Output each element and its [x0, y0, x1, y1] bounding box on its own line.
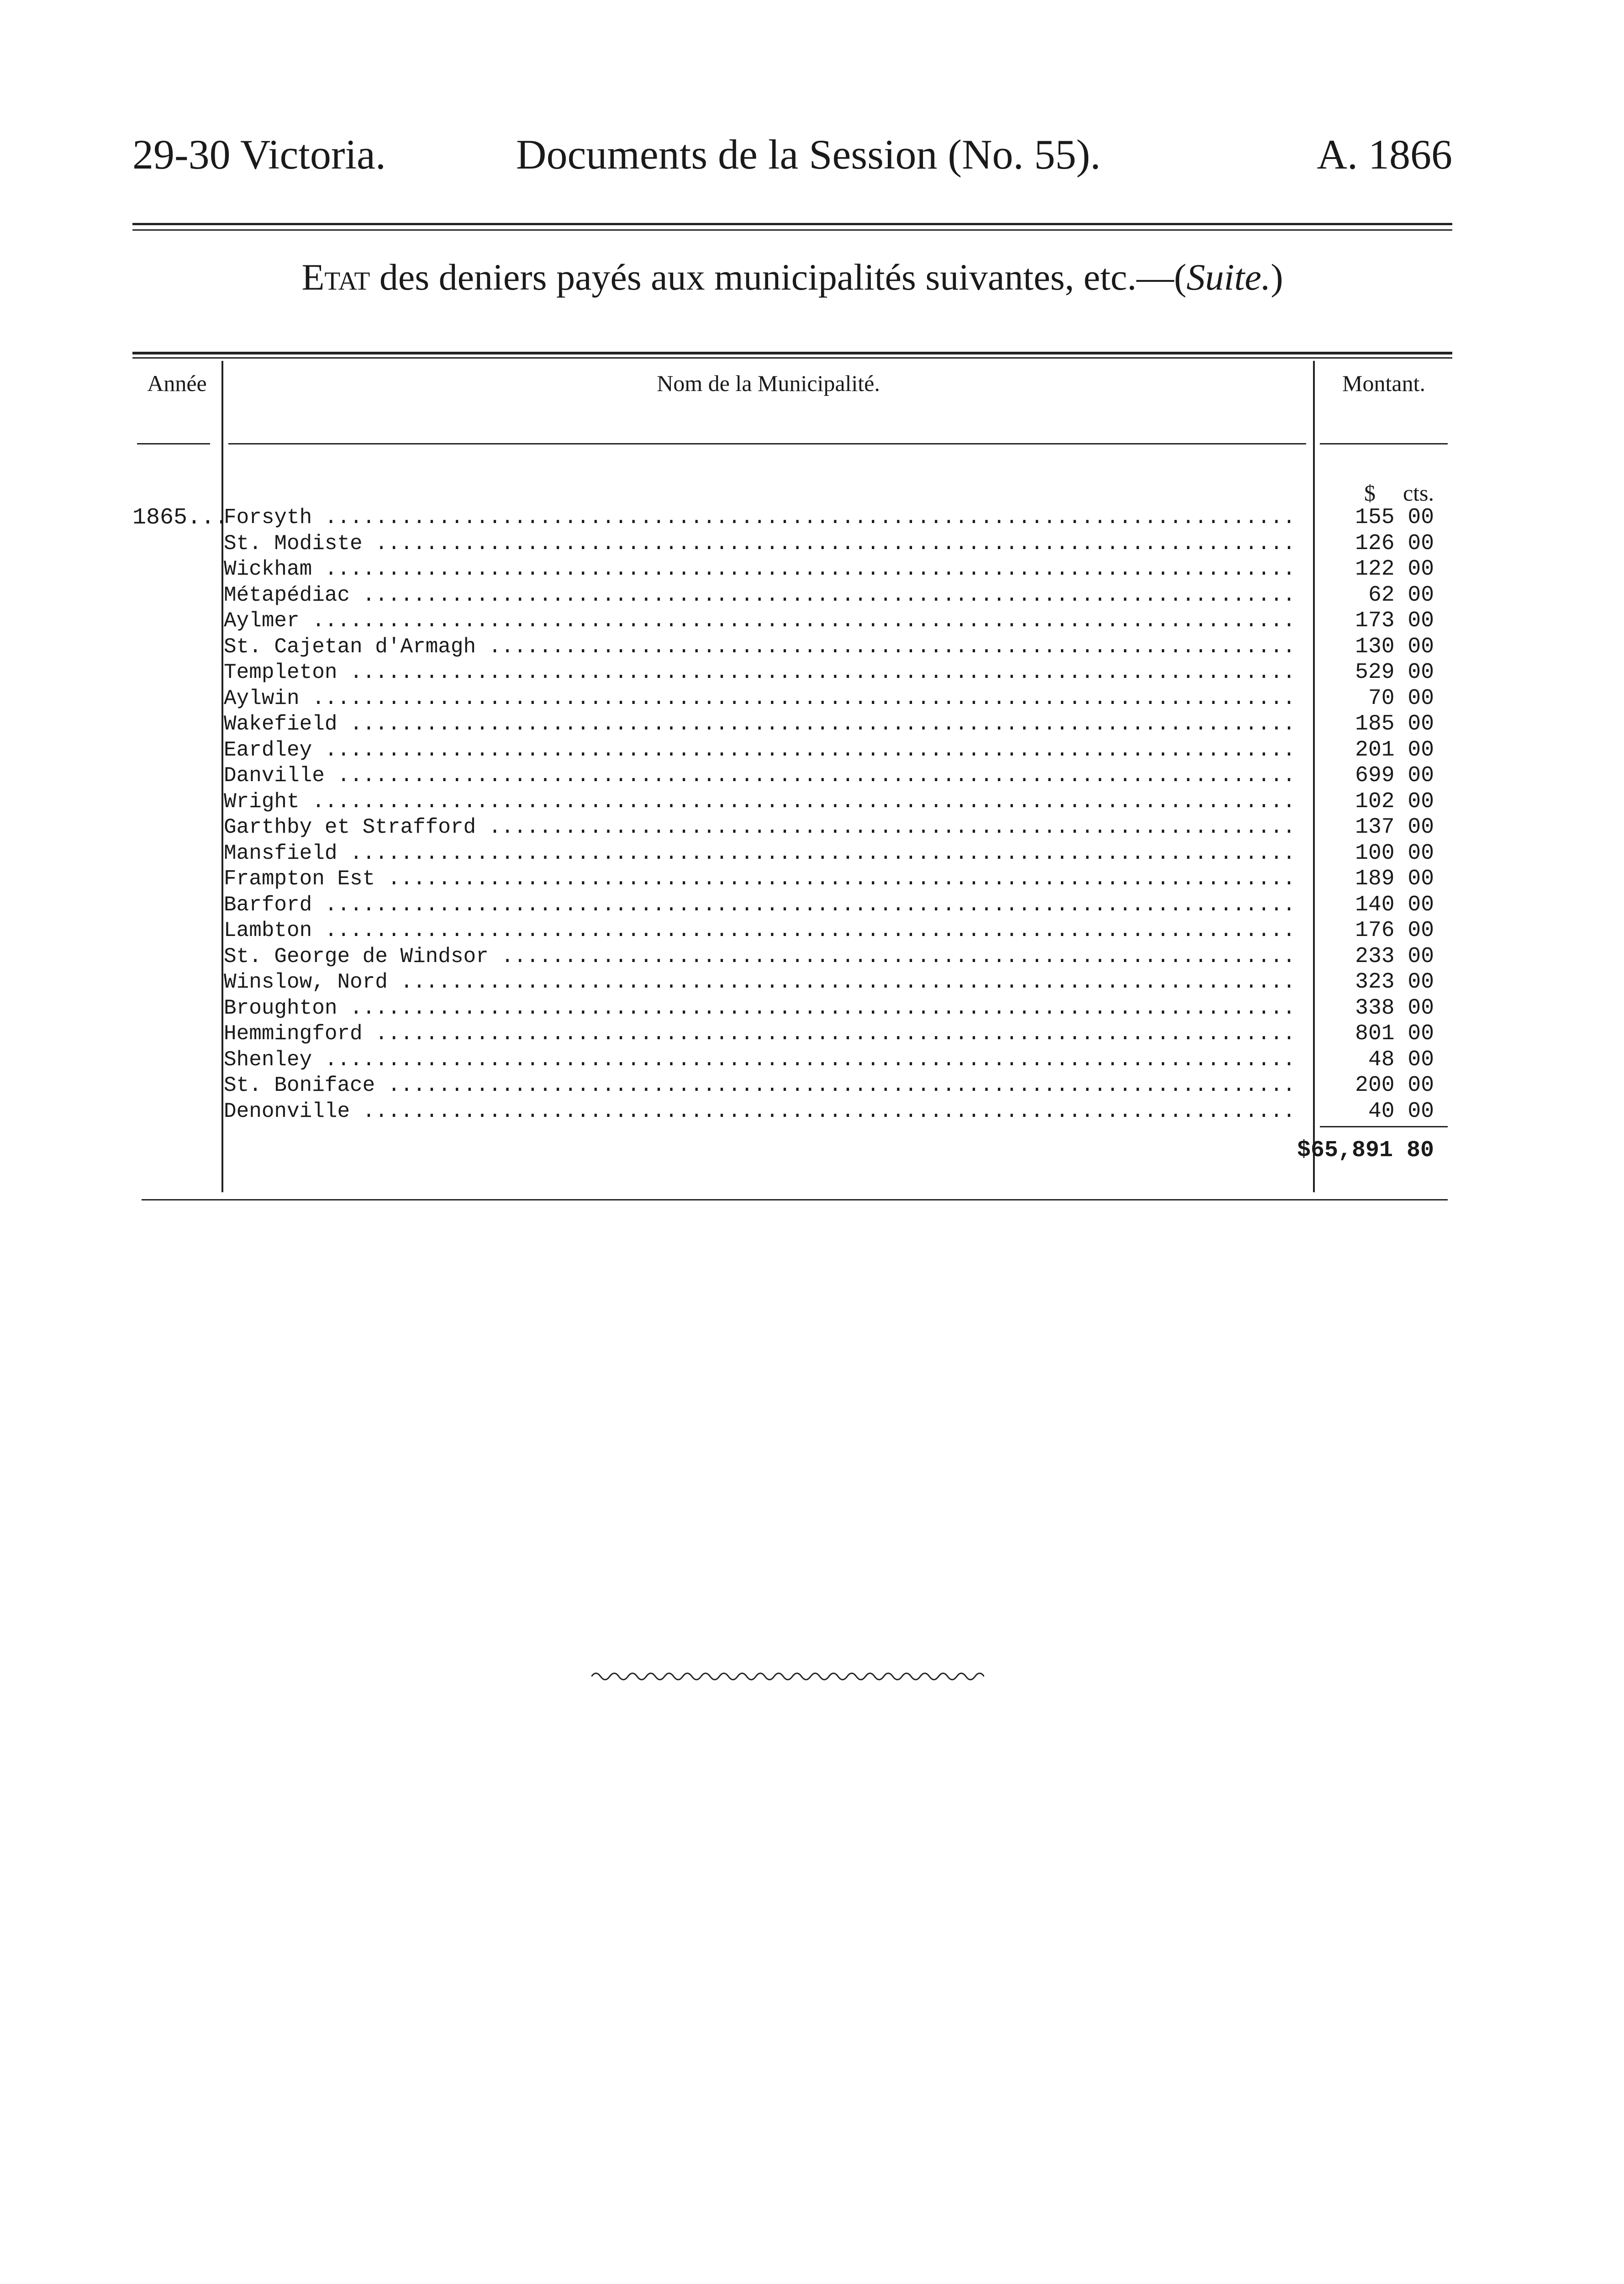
municipality-name: Hemmingford ..... — [224, 1021, 1292, 1047]
table-row — [224, 918, 1434, 944]
table-row — [224, 686, 1434, 712]
municipality-name: Wright ..... — [224, 789, 1292, 814]
municipality-name: Shenley ..... — [224, 1047, 1292, 1073]
payment-amount: 189 00 — [1355, 867, 1434, 891]
table-row — [224, 608, 1434, 634]
table-row — [224, 1073, 1434, 1099]
table-row — [224, 1099, 1434, 1125]
payment-amount: 48 00 — [1368, 1047, 1434, 1072]
municipality-name: Forsyth ..... — [224, 505, 1292, 530]
payment-amount: 176 00 — [1355, 918, 1434, 943]
municipality-name: Winslow, Nord ..... — [224, 969, 1292, 995]
payment-amount: 70 00 — [1368, 686, 1434, 711]
table-title — [132, 256, 1452, 299]
header-rule-amount — [1320, 443, 1448, 444]
column-header-amount: Montant. — [1342, 370, 1425, 396]
municipality-name: Métapédiac ..... — [224, 582, 1292, 608]
page-header — [132, 130, 1452, 190]
table-row — [224, 711, 1434, 737]
header-year: A. 1866 — [1317, 131, 1452, 178]
payment-amount: 102 00 — [1355, 789, 1434, 814]
payment-amount: 130 00 — [1355, 634, 1434, 659]
municipality-name: Barford ..... — [224, 892, 1292, 918]
table-row — [224, 1021, 1434, 1047]
table-row — [224, 582, 1434, 608]
payment-amount: 126 00 — [1355, 531, 1434, 556]
payment-amount: 140 00 — [1355, 892, 1434, 917]
payment-amount: 699 00 — [1355, 763, 1434, 788]
payment-amount: 323 00 — [1355, 970, 1434, 994]
table-row — [224, 892, 1434, 918]
title-etat: Etat — [301, 256, 370, 298]
title-suite: Suite. — [1186, 256, 1271, 298]
table-row — [224, 969, 1434, 995]
table-row — [224, 505, 1434, 531]
header-document-title: Documents de la Session (No. 55). — [516, 131, 1101, 178]
municipality-name: St. Modiste ..... — [224, 531, 1292, 556]
municipality-rows — [224, 505, 1434, 1124]
title-close: ) — [1271, 256, 1283, 298]
payment-amount: 137 00 — [1355, 815, 1434, 840]
municipality-name: Lambton ..... — [224, 918, 1292, 943]
municipality-name: Aylwin ..... — [224, 686, 1292, 711]
year-cell: 1865... — [132, 505, 229, 531]
payments-table — [132, 352, 1452, 1201]
table-top-rule-thin — [132, 357, 1452, 359]
municipality-name: St. Boniface ..... — [224, 1073, 1292, 1098]
municipality-name: Broughton ..... — [224, 995, 1292, 1021]
wavy-divider — [591, 1667, 984, 1686]
municipality-name: St. Cajetan d'Armagh ..... — [224, 634, 1292, 660]
table-row — [224, 531, 1434, 557]
municipality-name: Mansfield ..... — [224, 841, 1292, 866]
payment-amount: 155 00 — [1355, 505, 1434, 530]
municipality-name: Denonville ..... — [224, 1099, 1292, 1124]
table-row — [224, 866, 1434, 892]
table-bottom-rule — [142, 1199, 1448, 1200]
table-row — [224, 763, 1434, 789]
table-top-rule — [132, 352, 1452, 354]
total-rule — [1320, 1126, 1448, 1127]
payment-amount: 185 00 — [1355, 712, 1434, 736]
units-cents: cts. — [1403, 480, 1434, 506]
header-rule-name — [228, 443, 1306, 444]
header-session: 29-30 Victoria. — [132, 131, 386, 178]
payment-amount: 338 00 — [1355, 995, 1434, 1020]
payment-amount: 62 00 — [1368, 582, 1434, 608]
municipality-name: Garthby et Strafford ..... — [224, 814, 1292, 840]
payment-amount: 100 00 — [1355, 841, 1434, 866]
table-row — [224, 789, 1434, 815]
table-row — [224, 944, 1434, 970]
payment-amount: 122 00 — [1355, 557, 1434, 582]
municipality-name: Templeton ..... — [224, 660, 1292, 685]
amount-units — [1292, 480, 1434, 506]
payment-amount: 801 00 — [1355, 1021, 1434, 1046]
payment-amount: 233 00 — [1355, 944, 1434, 969]
table-row — [224, 660, 1434, 686]
table-row — [224, 556, 1434, 582]
column-header-year: Année — [147, 370, 207, 396]
municipality-name: Eardley ..... — [224, 737, 1292, 763]
header-rule-year — [137, 443, 210, 444]
payment-amount: 529 00 — [1355, 660, 1434, 685]
header-rule-top — [132, 223, 1452, 225]
payment-amount: 200 00 — [1355, 1073, 1434, 1098]
municipality-name: Aylmer ..... — [224, 608, 1292, 634]
table-row — [224, 634, 1434, 660]
payment-amount: 40 00 — [1368, 1099, 1434, 1124]
municipality-name: St. George de Windsor ..... — [224, 944, 1292, 969]
table-row — [224, 841, 1434, 867]
total-amount: $65,891 80 — [1297, 1137, 1434, 1163]
table-row — [224, 814, 1434, 841]
payment-amount: 201 00 — [1355, 737, 1434, 762]
table-row — [224, 737, 1434, 763]
title-text: des deniers payés aux municipalités suivantes, etc.—( — [379, 256, 1186, 298]
units-dollar: $ — [1364, 480, 1376, 506]
municipality-name: Wakefield ..... — [224, 711, 1292, 737]
table-row — [224, 1047, 1434, 1073]
header-rule-bottom — [132, 229, 1452, 231]
municipality-name: Danville ..... — [224, 763, 1292, 788]
table-row — [224, 995, 1434, 1021]
col-divider-year — [221, 361, 223, 1192]
municipality-name: Wickham ..... — [224, 556, 1292, 582]
payment-amount: 173 00 — [1355, 608, 1434, 633]
municipality-name: Frampton Est ..... — [224, 866, 1292, 892]
column-header-name: Nom de la Municipalité. — [657, 370, 880, 396]
